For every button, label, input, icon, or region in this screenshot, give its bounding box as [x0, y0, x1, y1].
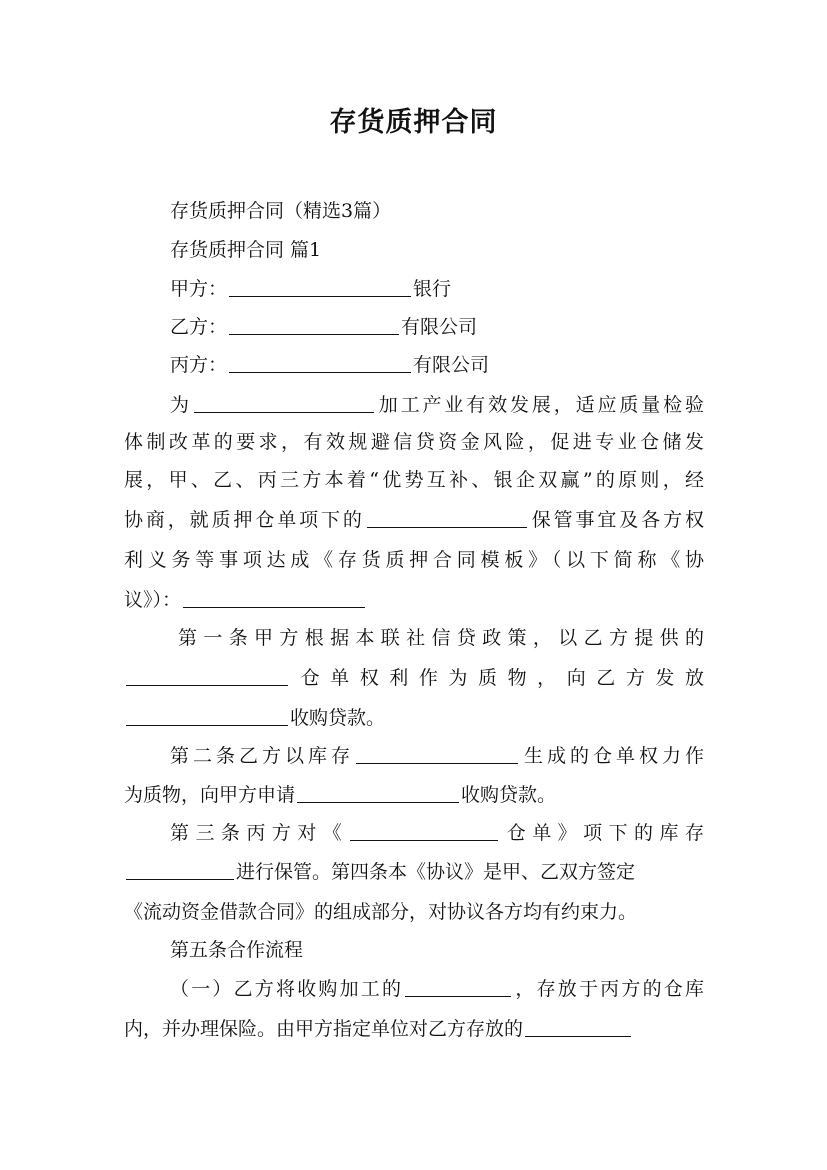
- paragraph-1-line-4: [124, 505, 704, 535]
- purchase-loan-blank: [297, 782, 459, 803]
- goods-blank: [367, 507, 527, 528]
- party-b-blank: [229, 314, 399, 335]
- a2-text: 第二条乙方以库存: [170, 745, 354, 767]
- article-4-line: 《流动资金借款合同》的组成部分，对协议各方均有约束力。: [124, 901, 638, 923]
- paragraph-1-line-2: 体制改革的要求，有效规避信贷资金风险，促进专业仓储发: [124, 431, 704, 453]
- p1-text: 保管事宜及各方权: [528, 509, 704, 531]
- p1-text: 为: [170, 394, 192, 416]
- article-1-line-2: [124, 663, 704, 693]
- a5-text: 内，并办理保险。由甲方指定单位对乙方存放的: [124, 1018, 524, 1040]
- party-a-label: 甲方：: [170, 278, 228, 300]
- party-c-line: [170, 350, 704, 380]
- article-1-line-3: [124, 703, 704, 733]
- p1-text: 议》）：: [124, 589, 182, 611]
- party-a-blank: [229, 276, 411, 297]
- a3-text: 第三条丙方对《: [170, 822, 349, 844]
- a1-text: 收购贷款。: [290, 707, 386, 729]
- party-a-suffix: 银行: [413, 278, 452, 300]
- agreement-blank: [183, 587, 365, 608]
- document-title: 存货质押合同: [329, 107, 498, 138]
- party-b-label: 乙方：: [170, 316, 228, 338]
- a3-text: 进行保管。第四条本《协议》是甲、乙双方签定: [236, 861, 636, 883]
- article-1-line-1: 第一条甲方根据本联社信贷政策，以乙方提供的: [178, 627, 704, 649]
- document-subtitle: 存货质押合同（精选3篇）: [170, 200, 392, 222]
- party-a-line: [170, 274, 704, 304]
- p1-text: 协商，就质押仓单项下的: [124, 509, 365, 531]
- paragraph-1-line-6: [124, 585, 704, 615]
- paragraph-1-line-3: 展，甲、乙、丙三方本着“优势互补、银企双赢”的原则，经: [124, 469, 704, 491]
- party-b-suffix: 有限公司: [401, 316, 478, 338]
- processed-goods-blank: [405, 976, 511, 997]
- section-heading: 存货质押合同 篇1: [170, 239, 322, 261]
- article-2-line-2: [124, 780, 704, 810]
- receipt-name-blank: [350, 820, 498, 841]
- p1-text: 加工产业有效发展，适应质量检验: [375, 394, 704, 416]
- a3-text: 仓单》项下的库存: [500, 822, 704, 844]
- party-c-blank: [229, 352, 411, 373]
- article-3-line-2: [124, 857, 704, 887]
- article-2-line-1: [170, 741, 704, 771]
- a2-text: 收购贷款。: [461, 784, 557, 806]
- industry-blank: [194, 392, 374, 413]
- paragraph-1-line-5: 利义务等事项达成《存货质押合同模板》（以下简称《协: [124, 549, 704, 571]
- a5-text: ，存放于丙方的仓库: [513, 978, 704, 1000]
- a2-text: 生成的仓单权力作: [520, 745, 704, 767]
- article-5-line-1: [170, 974, 704, 1004]
- party-b-line: [170, 312, 704, 342]
- a5-text: （一）乙方将收购加工的: [170, 978, 404, 1000]
- article-5-line-2: [124, 1014, 704, 1044]
- paragraph-1-line-1: [170, 390, 704, 420]
- inventory-blank: [126, 859, 234, 880]
- article-5-heading: 第五条合作流程: [170, 939, 304, 961]
- party-c-label: 丙方：: [170, 354, 228, 376]
- stored-goods-blank: [525, 1016, 631, 1037]
- article-3-line-1: [170, 818, 704, 848]
- stock-blank: [356, 743, 518, 764]
- party-c-suffix: 有限公司: [413, 354, 490, 376]
- a1-text: 仓单权利作为质物，向乙方发放: [290, 667, 704, 689]
- a2-text: 为质物，向甲方申请: [124, 784, 296, 806]
- loan-blank: [126, 705, 288, 726]
- warehouse-receipt-blank: [126, 665, 288, 686]
